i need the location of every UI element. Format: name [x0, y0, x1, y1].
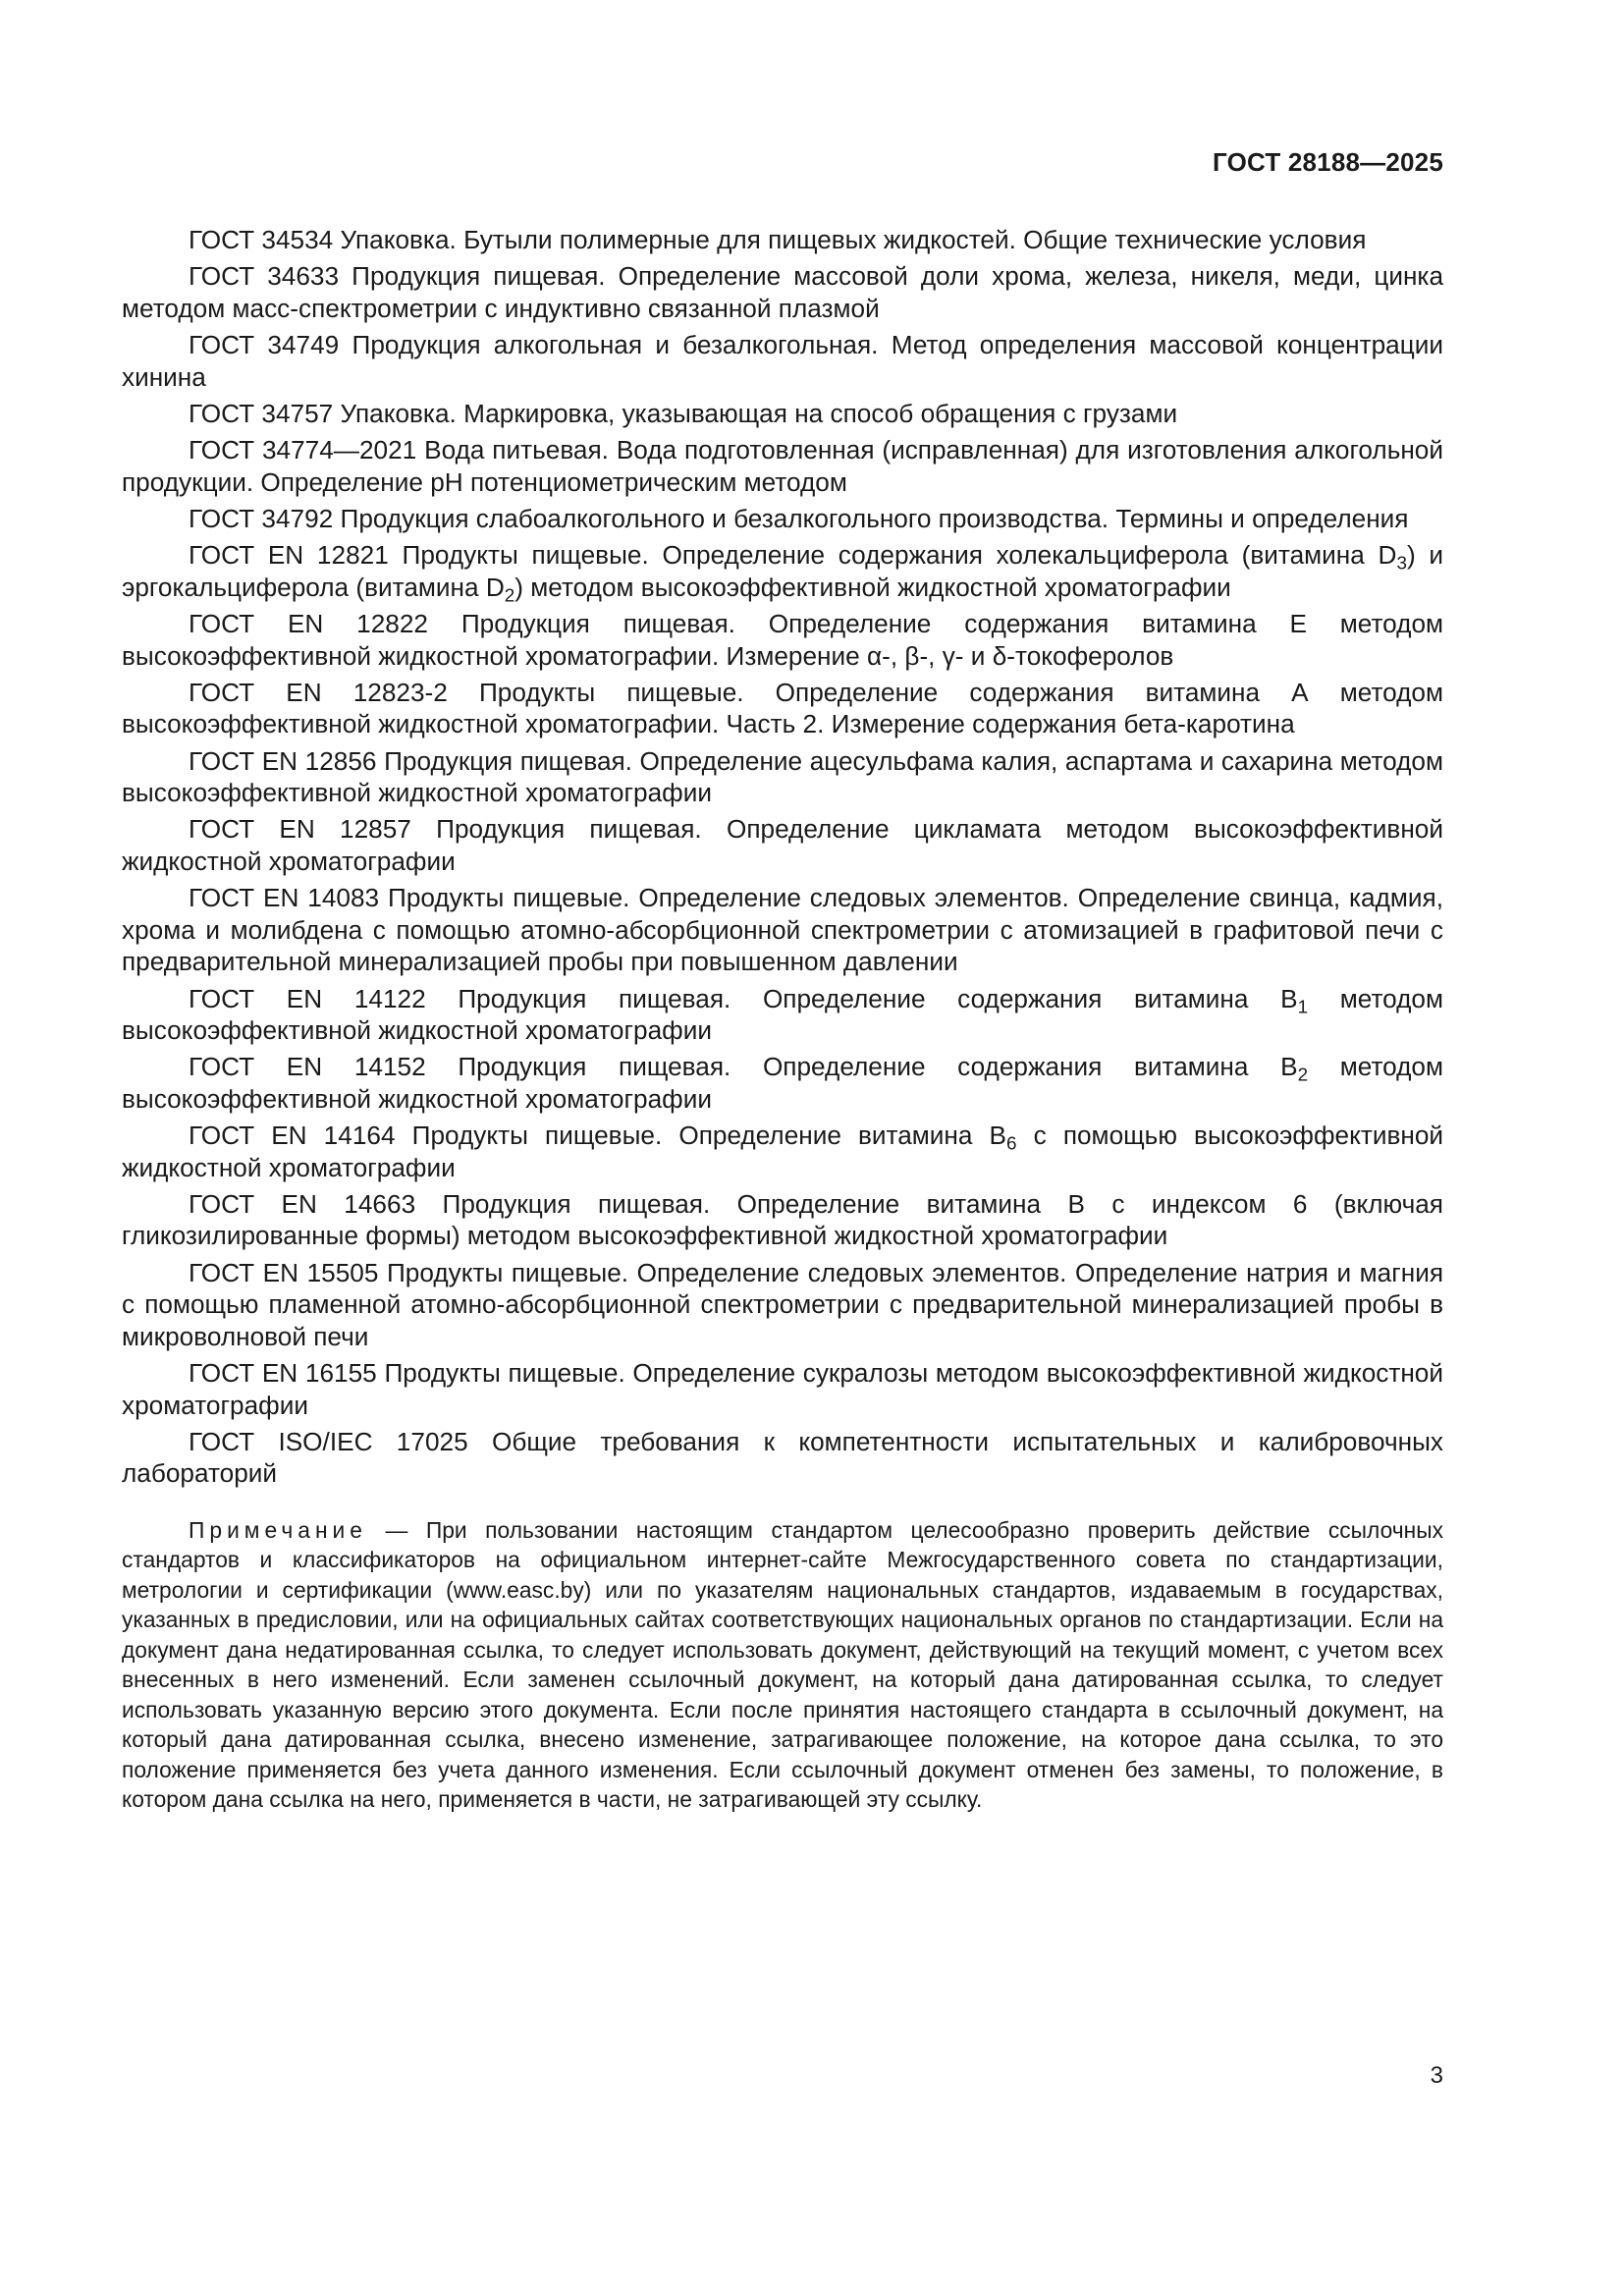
normative-references	[122, 224, 1443, 1837]
reference-title-continued: ) и эргокальциферола (витамина D	[122, 540, 1444, 602]
reference-code: ГОСТ EN 15505	[189, 1257, 379, 1287]
reference-title: Продукция пищевая. Определение ацесульфама калия, аспартама и сахарина методом высокоэффективной жидкостной хроматографии	[122, 745, 1443, 808]
reference-title: Продукция пищевая. Определение цикламата методом высокоэффективной жидкостной хроматографии	[122, 814, 1443, 876]
document-id-header: ГОСТ 28188—2025	[1213, 147, 1443, 177]
reference-item	[122, 745, 1443, 809]
reference-code: ГОСТ 34774—2021	[189, 435, 417, 465]
reference-title: Продукты пищевые. Определение сукралозы методом высокоэффективной жидкостной хроматографии	[122, 1358, 1444, 1420]
reference-title: Продукция пищевая. Определение массовой доли хрома, железа, никеля, меди, цинка методом масс-спектрометрии с индуктивно связанной плазмой	[122, 261, 1444, 323]
reference-item	[122, 503, 1443, 535]
reference-item	[122, 1257, 1443, 1353]
subscript: 2	[504, 584, 515, 606]
reference-code: ГОСТ EN 12821	[189, 540, 389, 571]
subscript: 2	[1297, 1064, 1309, 1085]
reference-item	[122, 329, 1443, 393]
note-paragraph	[122, 1515, 1443, 1815]
reference-code: ГОСТ 34534	[189, 225, 334, 254]
reference-title: Упаковка. Маркировка, указывающая на способ обращения с грузами	[340, 398, 1178, 428]
reference-item	[122, 1120, 1443, 1183]
reference-code: ГОСТ 34792	[189, 503, 334, 533]
reference-title: Общие требования к компетентности испытательных и калибровочных лабораторий	[122, 1426, 1443, 1489]
page-number: 3	[1430, 2062, 1443, 2089]
reference-code: ГОСТ EN 16155	[189, 1358, 377, 1389]
reference-item	[122, 1426, 1443, 1490]
reference-item	[122, 983, 1443, 1047]
reference-code: ГОСТ EN 14083	[189, 883, 380, 913]
reference-item	[122, 608, 1443, 672]
reference-title-continued: ) методом высокоэффективной жидкостной хроматографии	[514, 572, 1231, 602]
reference-item	[122, 224, 1443, 256]
subscript: 3	[1396, 552, 1407, 574]
reference-code: ГОСТ EN 12856	[189, 745, 377, 776]
reference-item	[122, 434, 1443, 498]
reference-code: ГОСТ EN 12822	[189, 609, 428, 639]
reference-title: Продукты пищевые. Определение следовых элементов. Определение натрия и магния с помощью пламенной атомно-абсорбционной спектрометрии с предварительной минерализацией пробы в микроволновой печи	[122, 1257, 1444, 1351]
reference-title: Продукция слабоалкогольного и безалкогольного производства. Термины и определения	[340, 503, 1409, 533]
subscript: 6	[1006, 1132, 1017, 1154]
reference-title: Продукция пищевая. Определение витамина В с индексом 6 (включая гликозилированные формы) методом высокоэффективной жидкостной хроматографии	[122, 1188, 1443, 1251]
reference-title: Продукты пищевые. Определение витамина В	[411, 1121, 1007, 1151]
reference-item	[122, 539, 1444, 606]
reference-title: Продукты пищевые. Определение следовых элементов. Определение свинца, кадмия, хрома и молибдена с помощью атомно-абсорбционной спектрометрии с атомизацией в графитовой печи с предварительной минерализацией пробы при повышенном давлении	[122, 883, 1443, 977]
reference-title: Вода питьевая. Вода подготовленная (исправленная) для изготовления алкогольной продукции. Определение pH потенциометрическим методом	[122, 435, 1443, 497]
reference-title-continued: методом высокоэффективной жидкостной хроматографии	[122, 1052, 1443, 1114]
reference-code: ГОСТ 34749	[189, 330, 340, 360]
reference-item	[122, 813, 1443, 877]
reference-code: ГОСТ 34633	[189, 261, 340, 292]
reference-item	[122, 398, 1443, 430]
reference-item	[122, 1051, 1443, 1115]
reference-title: Продукция пищевая. Определение содержания витамина В	[458, 983, 1298, 1013]
reference-item	[122, 1357, 1443, 1421]
reference-title: Продукция пищевая. Определение содержания витамина Е методом высокоэффективной жидкостной хроматографии. Измерение α-, β-, γ- и δ-токоферолов	[122, 609, 1444, 671]
reference-code: ГОСТ EN 14663	[189, 1188, 416, 1219]
subscript: 1	[1297, 995, 1309, 1016]
reference-code: ГОСТ ISO/IEC 17025	[189, 1426, 468, 1456]
reference-title-continued: с помощью высокоэффективной жидкостной хроматографии	[122, 1121, 1444, 1182]
reference-code: ГОСТ EN 14152	[189, 1052, 426, 1082]
note-text: — При пользовании настоящим стандартом целесообразно проверить действие ссылочных стандартов и классификаторов на официальном интернет-сайте Межгосударственного совета по стандартизации, метрологии и сертификации (www.easc.by) или по указателям национальных стандартов, издаваемым в государствах, указанных в предисловии, или на официальных сайтах соответствующих национальных органов по стандартизации. Если на документ дана недатированная ссылка, то следует использовать документ, действующий на текущий момент, с учетом всех внесенных в него изменений. Если заменен ссылочный документ, на который дана датированная ссылка, то следует использовать указанную версию этого документа. Если после принятия настоящего стандарта в ссылочный документ, на который дана датированная ссылка, внесено изменение, затрагивающее положение, на которое дана ссылка, то это положение применяется без учета данного изменения. Если ссылочный документ отменен без замены, то положение, в котором дана ссылка на него, применяется в части, не затрагивающей эту ссылку.	[122, 1516, 1443, 1813]
reference-code: ГОСТ EN 12823-2	[189, 677, 448, 707]
reference-title-continued: методом высокоэффективной жидкостной хроматографии	[122, 983, 1443, 1046]
reference-code: ГОСТ EN 14164	[189, 1121, 396, 1151]
reference-code: ГОСТ EN 12857	[189, 814, 411, 845]
reference-code: ГОСТ 34757	[189, 398, 334, 428]
reference-title: Продукция пищевая. Определение содержания витамина В	[458, 1052, 1298, 1082]
reference-item	[122, 1188, 1443, 1252]
reference-title: Упаковка. Бутыли полимерные для пищевых жидкостей. Общие технические условия	[340, 225, 1367, 254]
reference-item	[122, 882, 1443, 978]
reference-title: Продукты пищевые. Определение содержания витамина А методом высокоэффективной жидкостной хроматографии. Часть 2. Измерение содержания бета-каротина	[122, 677, 1443, 739]
reference-code: ГОСТ EN 14122	[189, 983, 426, 1013]
reference-item	[122, 677, 1443, 740]
reference-item	[122, 260, 1443, 324]
reference-title: Продукты пищевые. Определение содержания холекальциферола (витамина D	[402, 540, 1397, 571]
reference-title: Продукция алкогольная и безалкогольная. Метод определения массовой концентрации хинина	[122, 330, 1444, 392]
note-label: Примечание	[189, 1516, 367, 1543]
